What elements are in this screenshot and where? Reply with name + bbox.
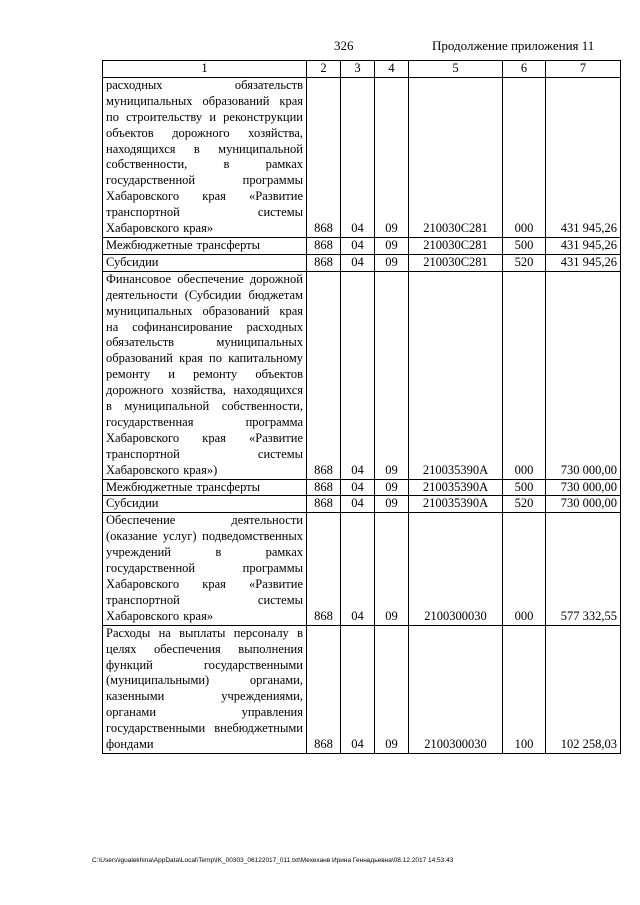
- column-header: 5: [409, 61, 503, 78]
- expense-type-code: 520: [503, 496, 546, 513]
- target-article-code: 210035390А: [409, 496, 503, 513]
- amount: 730 000,00: [546, 496, 621, 513]
- ministry-code: 868: [307, 237, 341, 254]
- table-row: [103, 479, 621, 496]
- subsection-code: 09: [375, 479, 409, 496]
- row-description: расходных обязательств муниципальных образований края по строительству и реконструкции объектов дорожного хозяйства, находящихся в муниципальной собственности, в рамках государственной программы Хабаровского края «Развитие транспортной системы Хабаровского края»: [103, 77, 307, 237]
- table-row: [103, 271, 621, 479]
- subsection-code: 09: [375, 271, 409, 479]
- target-article-code: 210030С281: [409, 77, 503, 237]
- table-header-row: [103, 61, 621, 78]
- section-code: 04: [341, 271, 375, 479]
- subsection-code: 09: [375, 513, 409, 625]
- table-row: [103, 254, 621, 271]
- row-description: Субсидии: [103, 496, 307, 513]
- amount: 577 332,55: [546, 513, 621, 625]
- ministry-code: 868: [307, 254, 341, 271]
- section-code: 04: [341, 77, 375, 237]
- continuation-label: Продолжение приложения 11: [432, 38, 595, 53]
- column-header: 2: [307, 61, 341, 78]
- file-path-footer: C:\Users\igualekhina\AppData\Local\Temp\IK_00303_06122017_011.txt\Мехеханв Ирина Геннадьевна\08.12.2017 14:53:43: [92, 857, 454, 864]
- ministry-code: 868: [307, 513, 341, 625]
- expense-type-code: 000: [503, 77, 546, 237]
- row-description: Межбюджетные трансферты: [103, 237, 307, 254]
- subsection-code: 09: [375, 625, 409, 753]
- expense-type-code: 520: [503, 254, 546, 271]
- ministry-code: 868: [307, 271, 341, 479]
- section-code: 04: [341, 625, 375, 753]
- column-header: 3: [341, 61, 375, 78]
- expense-type-code: 500: [503, 237, 546, 254]
- ministry-code: 868: [307, 77, 341, 237]
- section-code: 04: [341, 496, 375, 513]
- column-header: 4: [375, 61, 409, 78]
- row-description: Межбюджетные трансферты: [103, 479, 307, 496]
- amount: 431 945,26: [546, 77, 621, 237]
- ministry-code: 868: [307, 496, 341, 513]
- expense-type-code: 000: [503, 513, 546, 625]
- expense-type-code: 100: [503, 625, 546, 753]
- row-description: Финансовое обеспечение дорожной деятельности (Субсидии бюджетам муниципальных образований края на софинансирование расходных обязательств муниципальных образований края по капитальному ремонту и ремонту объектов дорожного хозяйства, находящихся в муниципальной собственности, государственная программа Хабаровского края «Развитие транспортной системы Хабаровского края»): [103, 271, 307, 479]
- subsection-code: 09: [375, 77, 409, 237]
- target-article-code: 210030С281: [409, 237, 503, 254]
- table-row: [103, 237, 621, 254]
- table-row: [103, 625, 621, 753]
- row-description: Расходы на выплаты персоналу в целях обеспечения выполнения функций государственными (муниципальными) органами, казенными учреждениями, органами управления государственными внебюджетными фондами: [103, 625, 307, 753]
- table-row: [103, 513, 621, 625]
- amount: 431 945,26: [546, 237, 621, 254]
- page-number: 326: [334, 38, 354, 53]
- target-article-code: 210030С281: [409, 254, 503, 271]
- amount: 102 258,03: [546, 625, 621, 753]
- target-article-code: 2100300030: [409, 513, 503, 625]
- row-description: Обеспечение деятельности (оказание услуг) подведомственных учреждений в рамках государственной программы Хабаровского края «Развитие транспортной системы Хабаровского края»: [103, 513, 307, 625]
- target-article-code: 210035390А: [409, 479, 503, 496]
- target-article-code: 210035390А: [409, 271, 503, 479]
- subsection-code: 09: [375, 254, 409, 271]
- amount: 431 945,26: [546, 254, 621, 271]
- ministry-code: 868: [307, 625, 341, 753]
- section-code: 04: [341, 479, 375, 496]
- table-row: [103, 496, 621, 513]
- ministry-code: 868: [307, 479, 341, 496]
- column-header: 7: [546, 61, 621, 78]
- section-code: 04: [341, 237, 375, 254]
- column-header: 1: [103, 61, 307, 78]
- section-code: 04: [341, 254, 375, 271]
- expense-type-code: 500: [503, 479, 546, 496]
- amount: 730 000,00: [546, 271, 621, 479]
- subsection-code: 09: [375, 237, 409, 254]
- subsection-code: 09: [375, 496, 409, 513]
- amount: 730 000,00: [546, 479, 621, 496]
- section-code: 04: [341, 513, 375, 625]
- target-article-code: 2100300030: [409, 625, 503, 753]
- expense-type-code: 000: [503, 271, 546, 479]
- budget-table: [102, 60, 621, 754]
- table-row: [103, 77, 621, 237]
- column-header: 6: [503, 61, 546, 78]
- row-description: Субсидии: [103, 254, 307, 271]
